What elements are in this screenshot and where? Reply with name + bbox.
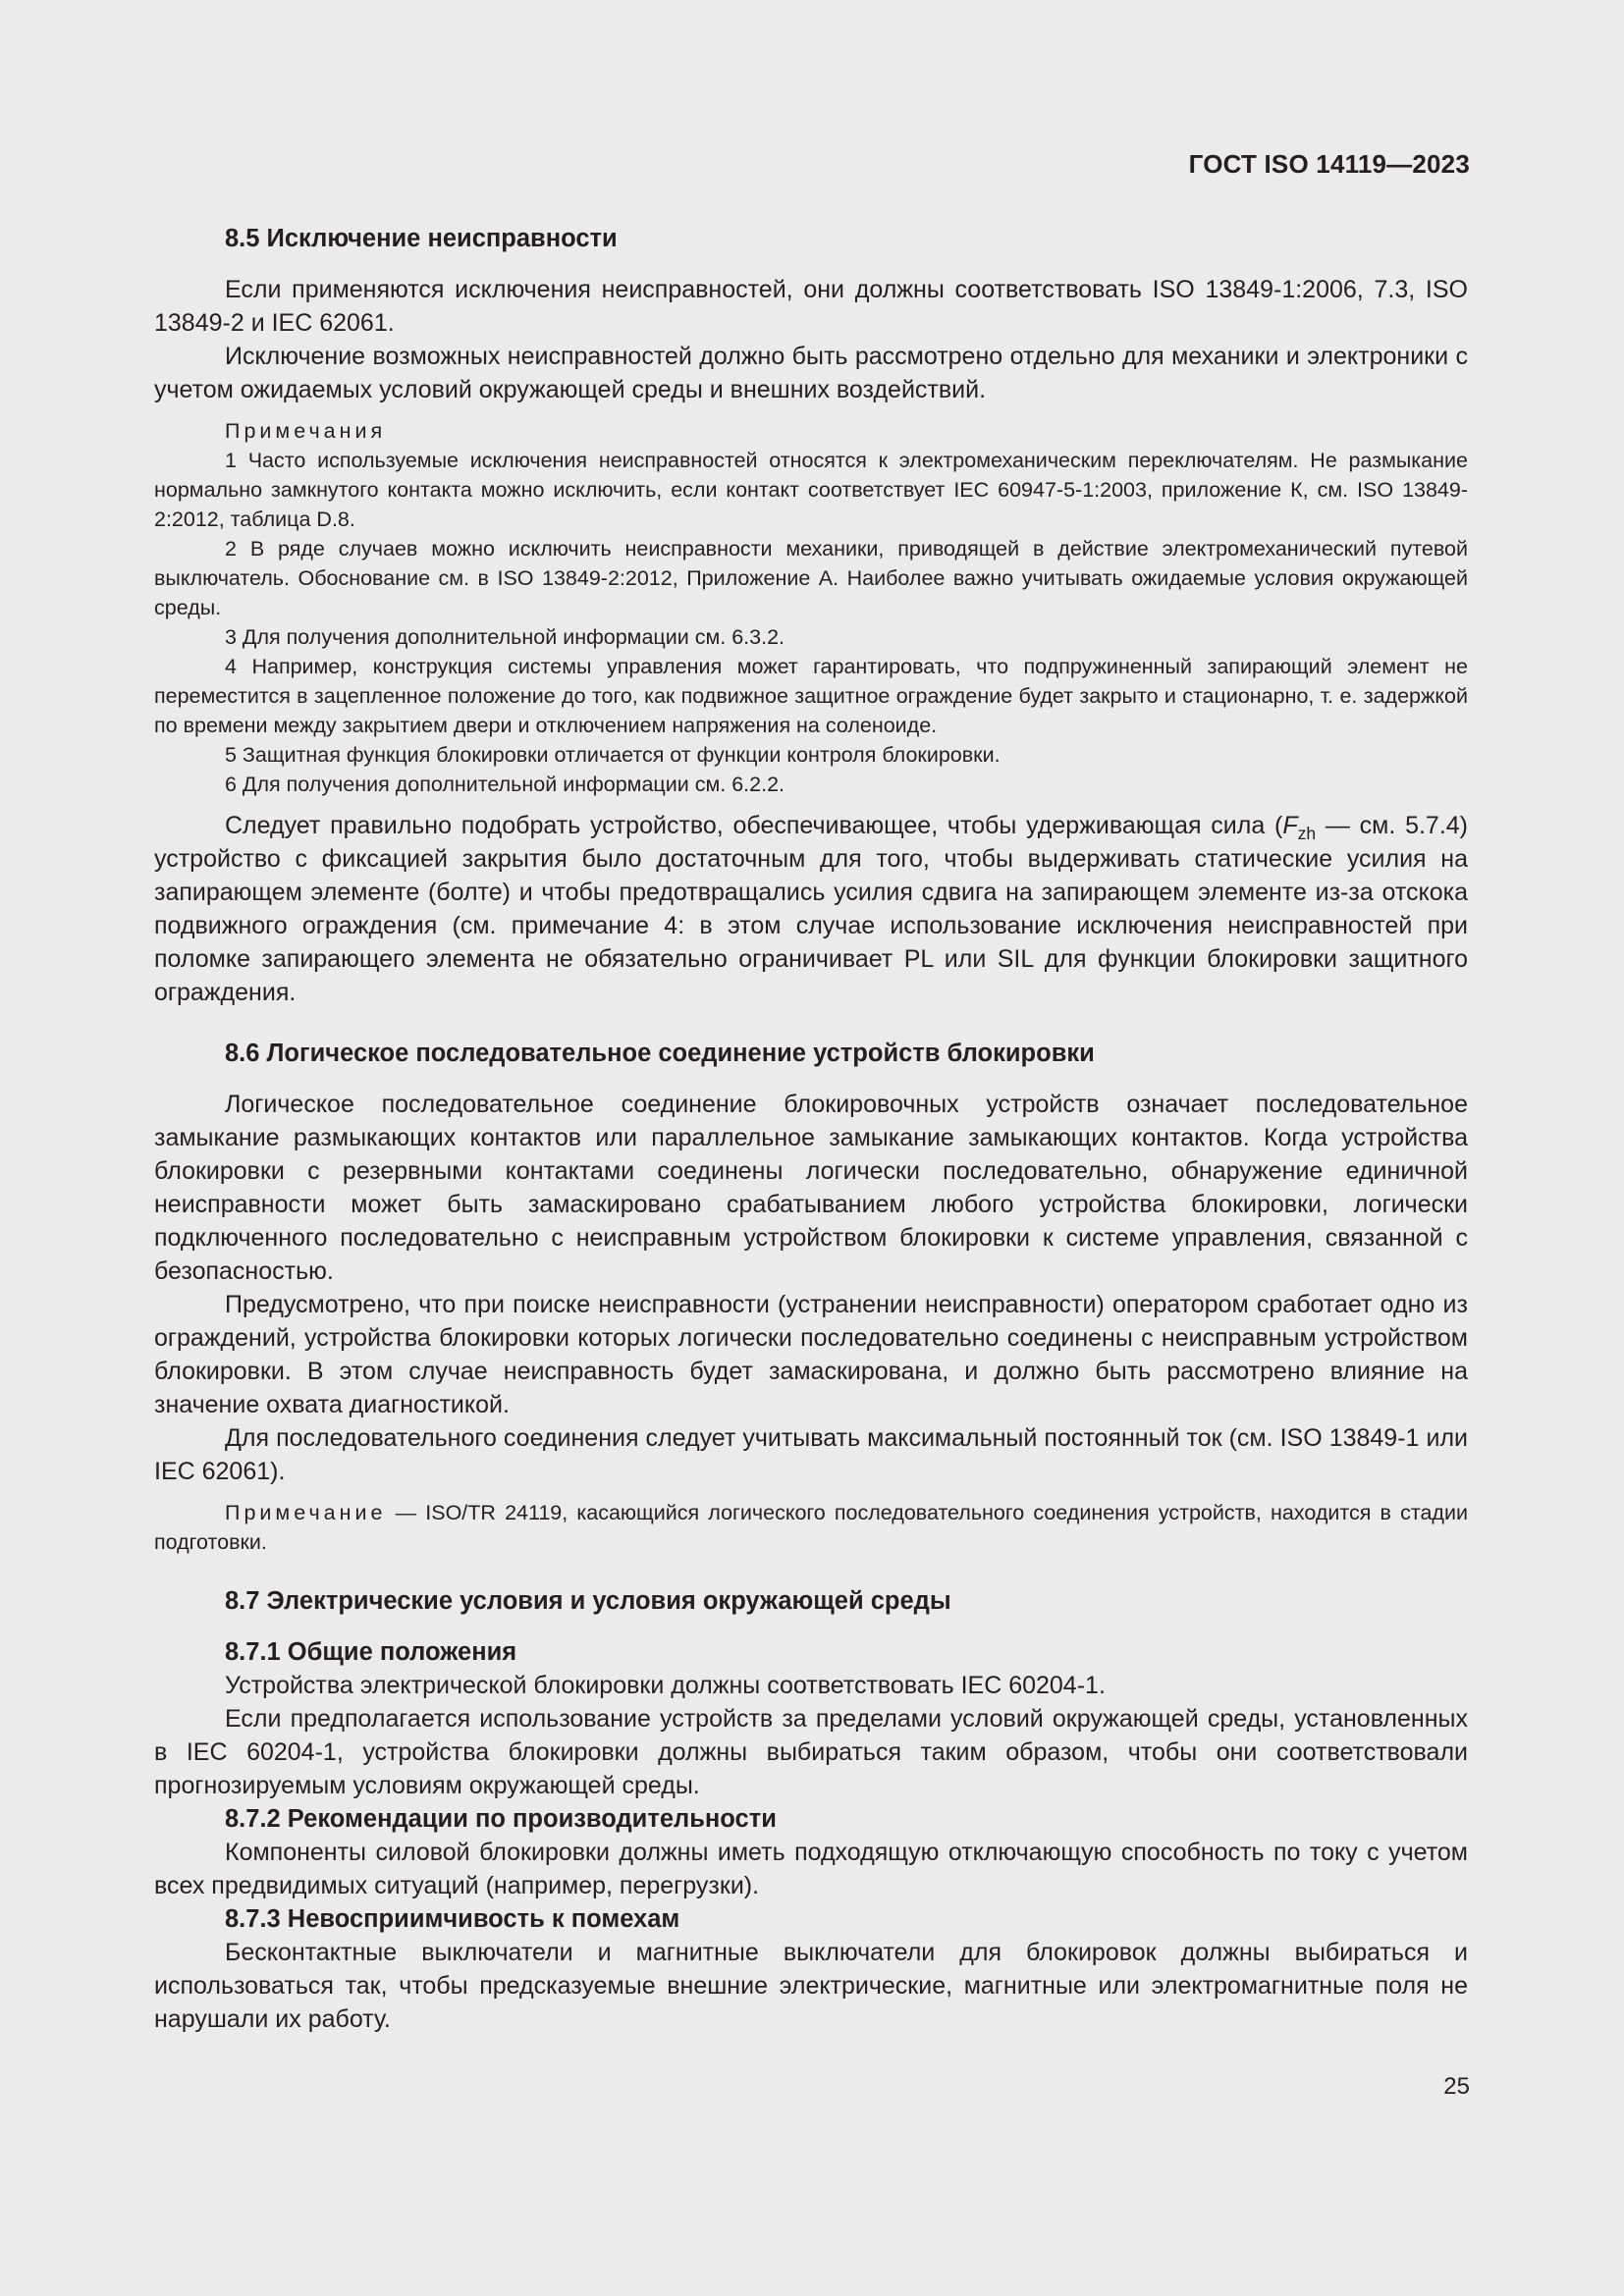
section-8-7-title: 8.7 Электрические условия и условия окружающей среды [225,1587,951,1615]
s85-paragraph-2: Исключение возможных неисправностей должно быть рассмотрено отдельно для механики и электроники с учетом ожидаемых условий окружающей среды и внешних воздействий. [154,343,1468,403]
s85-p3-end: — см. 5.7.4) устройство с фиксацией закрытия было достаточным для того, чтобы выдерживать статические усилия на запирающем элементе (болте) и чтобы предотвращались усилия сдвига на запирающем элементе из-за отскока подвижного ограждения (см. примечание 4: в этом случае использование исключения неисправностей при поломке запирающего элемента не обязательно ограничивает PL или SIL для функции блокировки защитного ограждения. [154,812,1468,1006]
s85-note-1: 1 Часто используемые исключения неисправностей относятся к электромеханическим переключателям. Не размыкание нормально замкнутого контакта можно исключить, если контакт соответствует IEC 60947-5-1:2003, приложение К, см. ISO 13849-2:2012, таблица D.8. [154,449,1468,531]
document-id-header: ГОСТ ISO 14119—2023 [1188,149,1470,179]
s86-paragraph-3: Для последовательного соединения следует учитывать максимальный постоянный ток (см. ISO 13849-1 или IEC 62061). [154,1424,1468,1485]
s86-paragraph-1: Логическое последовательное соединение блокировочных устройств означает последовательное замыкание размыкающих контактов или параллельное замыкание замыкающих контактов. Когда устройства блокировки с резервными контактами соединены логически последовательно, обнаружение единичной неисправности может быть замаскировано срабатыванием любого устройства блокировки, логически подключенного последовательно с неисправным устройством блокировки к системе управления, связанной с безопасностью. [154,1091,1468,1285]
s872-paragraph-1: Компоненты силовой блокировки должны иметь подходящую отключающую способность по току с учетом всех предвидимых ситуаций (например, перегрузки). [154,1839,1468,1899]
section-8-7-2-title: 8.7.2 Рекомендации по производительности [225,1805,777,1833]
s871-paragraph-1: Устройства электрической блокировки должны соответствовать IEC 60204-1. [225,1672,1106,1699]
s85-notes-label: Примечания [225,419,387,443]
s85-note-2: 2 В ряде случаев можно исключить неисправности механики, приводящей в действие электромеханический путевой выключатель. Обоснование см. в ISO 13849-2:2012, Приложение А. Наиболее важно учитывать ожидаемые условия окружающей среды. [154,537,1468,619]
s85-note-6: 6 Для получения дополнительной информации см. 6.2.2. [225,773,785,796]
section-8-6-title: 8.6 Логическое последовательное соединение устройств блокировки [225,1040,1095,1067]
s85-p3-start: Следует правильно подобрать устройство, обеспечивающее, чтобы удерживающая сила ( [225,812,1283,839]
section-8-7-3-title: 8.7.3 Невосприимчивость к помехам [225,1905,680,1933]
s85-note-3: 3 Для получения дополнительной информации см. 6.3.2. [225,625,785,649]
s85-note-5: 5 Защитная функция блокировки отличается от функции контроля блокировки. [225,743,1001,767]
s85-paragraph-3 [154,809,1468,1009]
page-content [154,222,1468,2036]
s85-paragraph-1: Если применяются исключения неисправностей, они должны соответствовать ISO 13849-1:2006, 7.3, ISO 13849-2 и IEC 62061. [154,276,1468,337]
s86-note-text: — ISO/TR 24119, касающийся логического последовательного соединения устройств, находится в стадии подготовки. [154,1501,1468,1554]
force-symbol: F [1282,812,1298,839]
section-8-5-title: 8.5 Исключение неисправности [225,225,618,252]
page-number: 25 [1443,2073,1470,2100]
s871-paragraph-2: Если предполагается использование устройств за пределами условий окружающей среды, установленных в IEC 60204-1, устройства блокировки должны выбираться таким образом, чтобы они соответствовали прогнозируемым условиям окружающей среды. [154,1705,1468,1799]
s85-note-4: 4 Например, конструкция системы управления может гарантировать, что подпружиненный запирающий элемент не переместится в зацепленное положение до того, как подвижное защитное ограждение будет закрыто и стационарно, т. е. задержкой по времени между закрытием двери и отключением напряжения на соленоиде. [154,655,1468,737]
s86-paragraph-2: Предусмотрено, что при поиске неисправности (устранении неисправности) оператором сработает одно из ограждений, устройства блокировки которых логически последовательно соединены с неисправным устройством блокировки. В этом случае неисправность будет замаскирована, и должно быть рассмотрено влияние на значение охвата диагностикой. [154,1291,1468,1418]
s86-note [154,1498,1468,1557]
force-subscript: zh [1297,824,1317,843]
section-8-7-1-title: 8.7.1 Общие положения [225,1638,517,1666]
s86-note-label: Примечание [225,1501,387,1524]
s873-paragraph-1: Бесконтактные выключатели и магнитные выключатели для блокировок должны выбираться и использоваться так, чтобы предсказуемые внешние электрические, магнитные или электромагнитные поля не нарушали их работу. [154,1939,1468,2033]
